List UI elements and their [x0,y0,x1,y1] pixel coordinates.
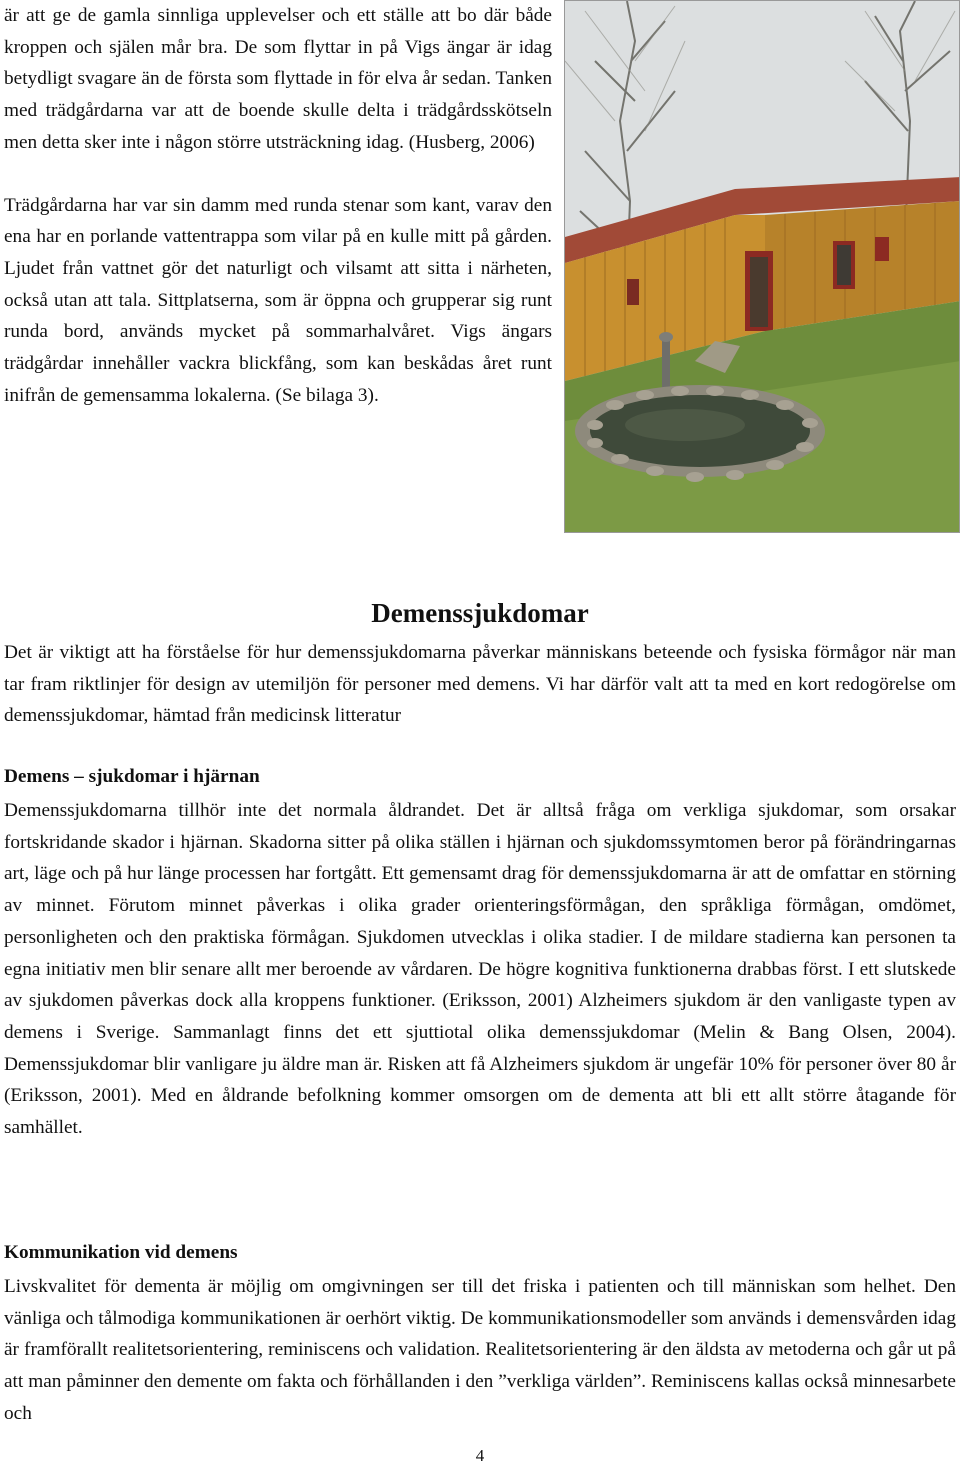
section-title: Demenssjukdomar [371,598,589,628]
paragraph: är att ge de gamla sinnliga upplevelser och ett ställe att bo där både kroppen och själen mår bra. De som flyttar in på Vigs ängar är idag betydligt svagare än de första som flyttade in för elva år sedan. Tanken med trädgårdarna var att de boende skulle delta i trädgårdsskötseln men detta sker inte i någon större utsträckning idag. (Husberg, 2006) [4,5,552,153]
subsection-title: Demens – sjukdomar i hjärnan [4,766,260,787]
subsection-title: Kommunikation vid demens [4,1242,238,1263]
subsection-body: Demenssjukdomarna tillhör inte det normala åldrandet. Det är alltså fråga om verkliga sjukdomar, som orsakar fortskridande skador i hjärnan. Skadorna sitter på olika ställen i hjärnan och sjukdomssymtomen beror på förändringarnas art, läge och på hur länge processen har fortgått. Ett gemensamt drag för demenssjukdomarna är att de omfattar en störning av minnet. Förutom minnet påverkas i olika grader orienteringsförmågan, den språkliga förmågan, omdömet, personligheten och den praktiska förmågan. Sjukdomen utvecklas i olika stadier. I de mildare stadierna kan personen ta egna initiativ men blir senare allt mer beroende av vårdaren. De högre kognitiva funktionerna drabbas först. I ett slutskede av sjukdomen påverkas dock alla kroppens funktioner. (Eriksson, 2001) Alzheimers sjukdom är den vanligaste typen av demens i Sverige. Sammanlagt finns det ett sjuttiotal olika demenssjukdomar (Melin & Bang Olsen, 2004). Demenssjukdomar blir vanligare ju äldre man är. Risken att få Alzheimers sjukdom är ungefär 10% för personer över 80 år (Eriksson, 2001). Med en åldrande befolkning kommer omsorgen om de dementa att bli ett allt större åtagande för samhället. [4,800,956,1139]
top-text-column [4,0,552,411]
garden-pond-photo [564,0,960,533]
page-number: 4 [475,1446,485,1465]
paragraph: Trädgårdarna har var sin damm med runda stenar som kant, varav den ena har en porlande vattentrappa som vilar på en kulle mitt på gården. Ljudet från vattnet gör det naturligt och vilsamt att sitta i närheten, också utan att tala. Sittplatserna, som är öppna och grupperar sig runt runda bord, används mycket på sommarhalvåret. Vigs ängars trädgårdar innehåller vackra blickfång, som kan beskådas året runt inifrån de gemensamma lokalerna. (Se bilaga 3). [4,194,552,406]
section-intro: Det är viktigt att ha förståelse för hur demenssjukdomarna påverkar människans beteende och fysiska förmågor när man tar fram riktlinjer för design av utemiljön för personer med demens. Vi har därför valt att ta med en kort redogörelse om demenssjukdomar, hämtad från medicinsk litteratur [4,642,956,727]
subsection-body: Livskvalitet för dementa är möjlig om omgivningen ser till det friska i patienten och till människan som helhet. Den vänliga och tålmodiga kommunikationen är oerhört viktig. De kommunikationsmodeller som används i demensvården idag är framförallt realitetsorientering, reminiscens och validation. Realitetsorientering är den äldsta av metoderna och går ut på att man påminner den demente om fakta och förhållanden i den ”verkliga världen”. Reminiscens kallas också minnesarbete och [4,1276,956,1424]
